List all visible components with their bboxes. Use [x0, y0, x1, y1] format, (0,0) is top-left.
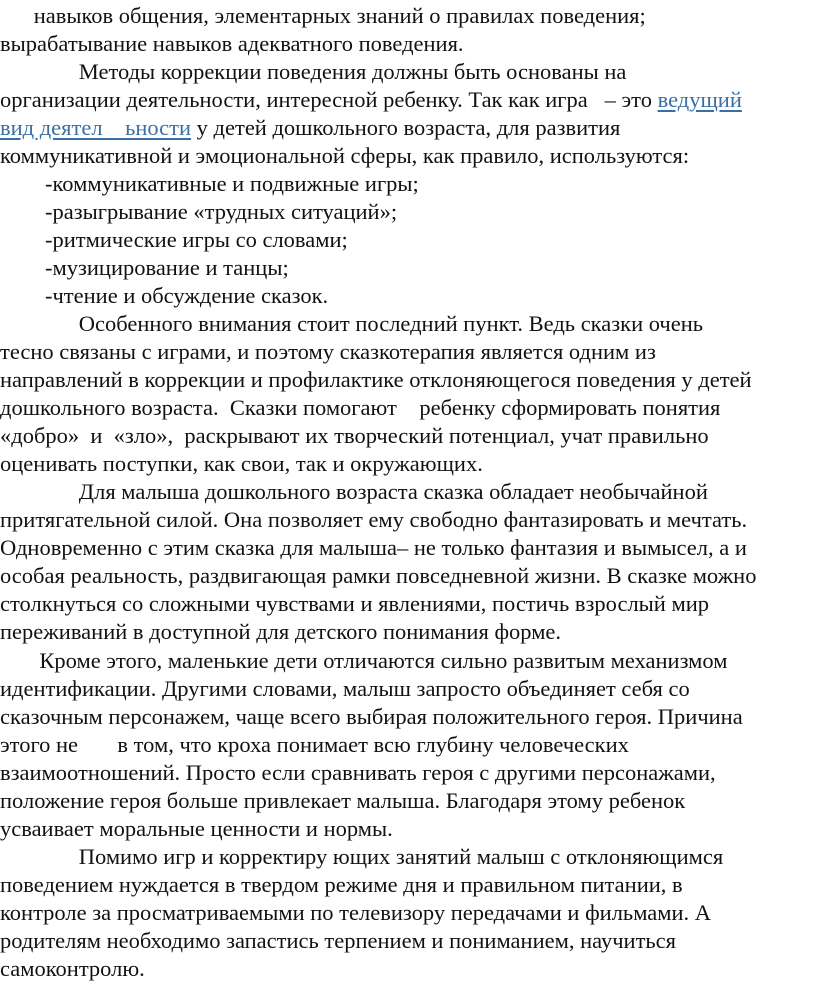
list-item-4: -музицирование и танцы;: [0, 255, 289, 280]
text-line-5: [0, 117, 620, 140]
text-line-6: коммуникативной и эмоциональной сферы, как правило, используются:: [0, 143, 690, 168]
text-line-1: навыков общения, элементарных знаний о правилах поведения;: [0, 3, 646, 28]
text-line-4-text: организации деятельности, интересной ребенку. Так как игра – это: [0, 87, 658, 112]
text-line-28: взаимоотношений. Просто если сравнивать героя с другими персонажами,: [0, 760, 716, 785]
text-line-3: Методы коррекции поведения должны быть основаны на: [0, 59, 627, 84]
list-item-5: -чтение и обсуждение сказок.: [0, 283, 329, 308]
text-line-13: тесно связаны с играми, и поэтому сказкотерапия является одним из: [0, 339, 656, 364]
text-line-19: притягательной силой. Она позволяет ему свободно фантазировать и мечтать.: [0, 507, 748, 532]
list-item-3: -ритмические игры со словами;: [0, 227, 348, 252]
text-line-29: положение героя больше привлекает малыша. Благодаря этому ребенок: [0, 788, 686, 813]
text-line-31: Помимо игр и корректиру ющих занятий малыш с отклоняющимся: [0, 844, 724, 869]
text-line-33: контроле за просматриваемыми по телевизору передачами и фильмами. А: [0, 900, 712, 925]
text-line-12: Особенного внимания стоит последний пункт. Ведь сказки очень: [0, 311, 704, 336]
text-line-22: столкнуться со сложными чувствами и явлениями, постичь взрослый мир: [0, 591, 709, 616]
text-line-15: дошкольного возраста. Сказки помогают ребенку сформировать понятия: [0, 395, 721, 420]
text-line-26: сказочным персонажем, чаще всего выбирая положительного героя. Причина: [0, 704, 743, 729]
text-line-34: родителям необходимо запастись терпением и пониманием, научиться: [0, 928, 677, 953]
text-line-18: Для малыша дошкольного возраста сказка обладает необычайной: [0, 479, 708, 504]
text-line-25: идентификации. Другими словами, малыш запросто объединяет себя со: [0, 676, 690, 701]
list-item-2: -разыгрывание «трудных ситуаций»;: [0, 199, 398, 224]
text-line-32: поведением нуждается в твердом режиме дня и правильном питании, в: [0, 872, 683, 897]
text-line-16: «добро» и «зло», раскрывают их творческий потенциал, учат правильно: [0, 423, 709, 448]
text-line-24: Кроме этого, маленькие дети отличаются сильно развитым механизмом: [0, 648, 728, 673]
text-line-2: вырабатывание навыков адекватного поведения.: [0, 31, 464, 56]
text-line-5-text: у детей дошкольного возраста, для развития: [191, 115, 621, 140]
list-item-1: -коммуникативные и подвижные игры;: [0, 171, 419, 196]
leading-activity-link-part-1[interactable]: ведущий: [657, 87, 742, 112]
text-line-20: Одновременно с этим сказка для малыша– не только фантазия и вымысел, а и: [0, 535, 747, 560]
text-line-17: оценивать поступки, как свои, так и окружающих.: [0, 451, 483, 476]
text-line-35: самоконтролю.: [0, 956, 145, 981]
text-line-27: этого не в том, что кроха понимает всю глубину человеческих: [0, 732, 629, 757]
text-line-4: [0, 89, 742, 112]
text-line-23: переживаний в доступной для детского понимания форме.: [0, 619, 562, 644]
text-line-21: особая реальность, раздвигающая рамки повседневной жизни. В сказке можно: [0, 563, 757, 588]
text-line-14: направлений в коррекции и профилактике отклоняющегося поведения у детей: [0, 367, 752, 392]
leading-activity-link-part-2[interactable]: вид деятел ьности: [0, 115, 192, 140]
text-line-30: усваивает моральные ценности и нормы.: [0, 816, 393, 841]
